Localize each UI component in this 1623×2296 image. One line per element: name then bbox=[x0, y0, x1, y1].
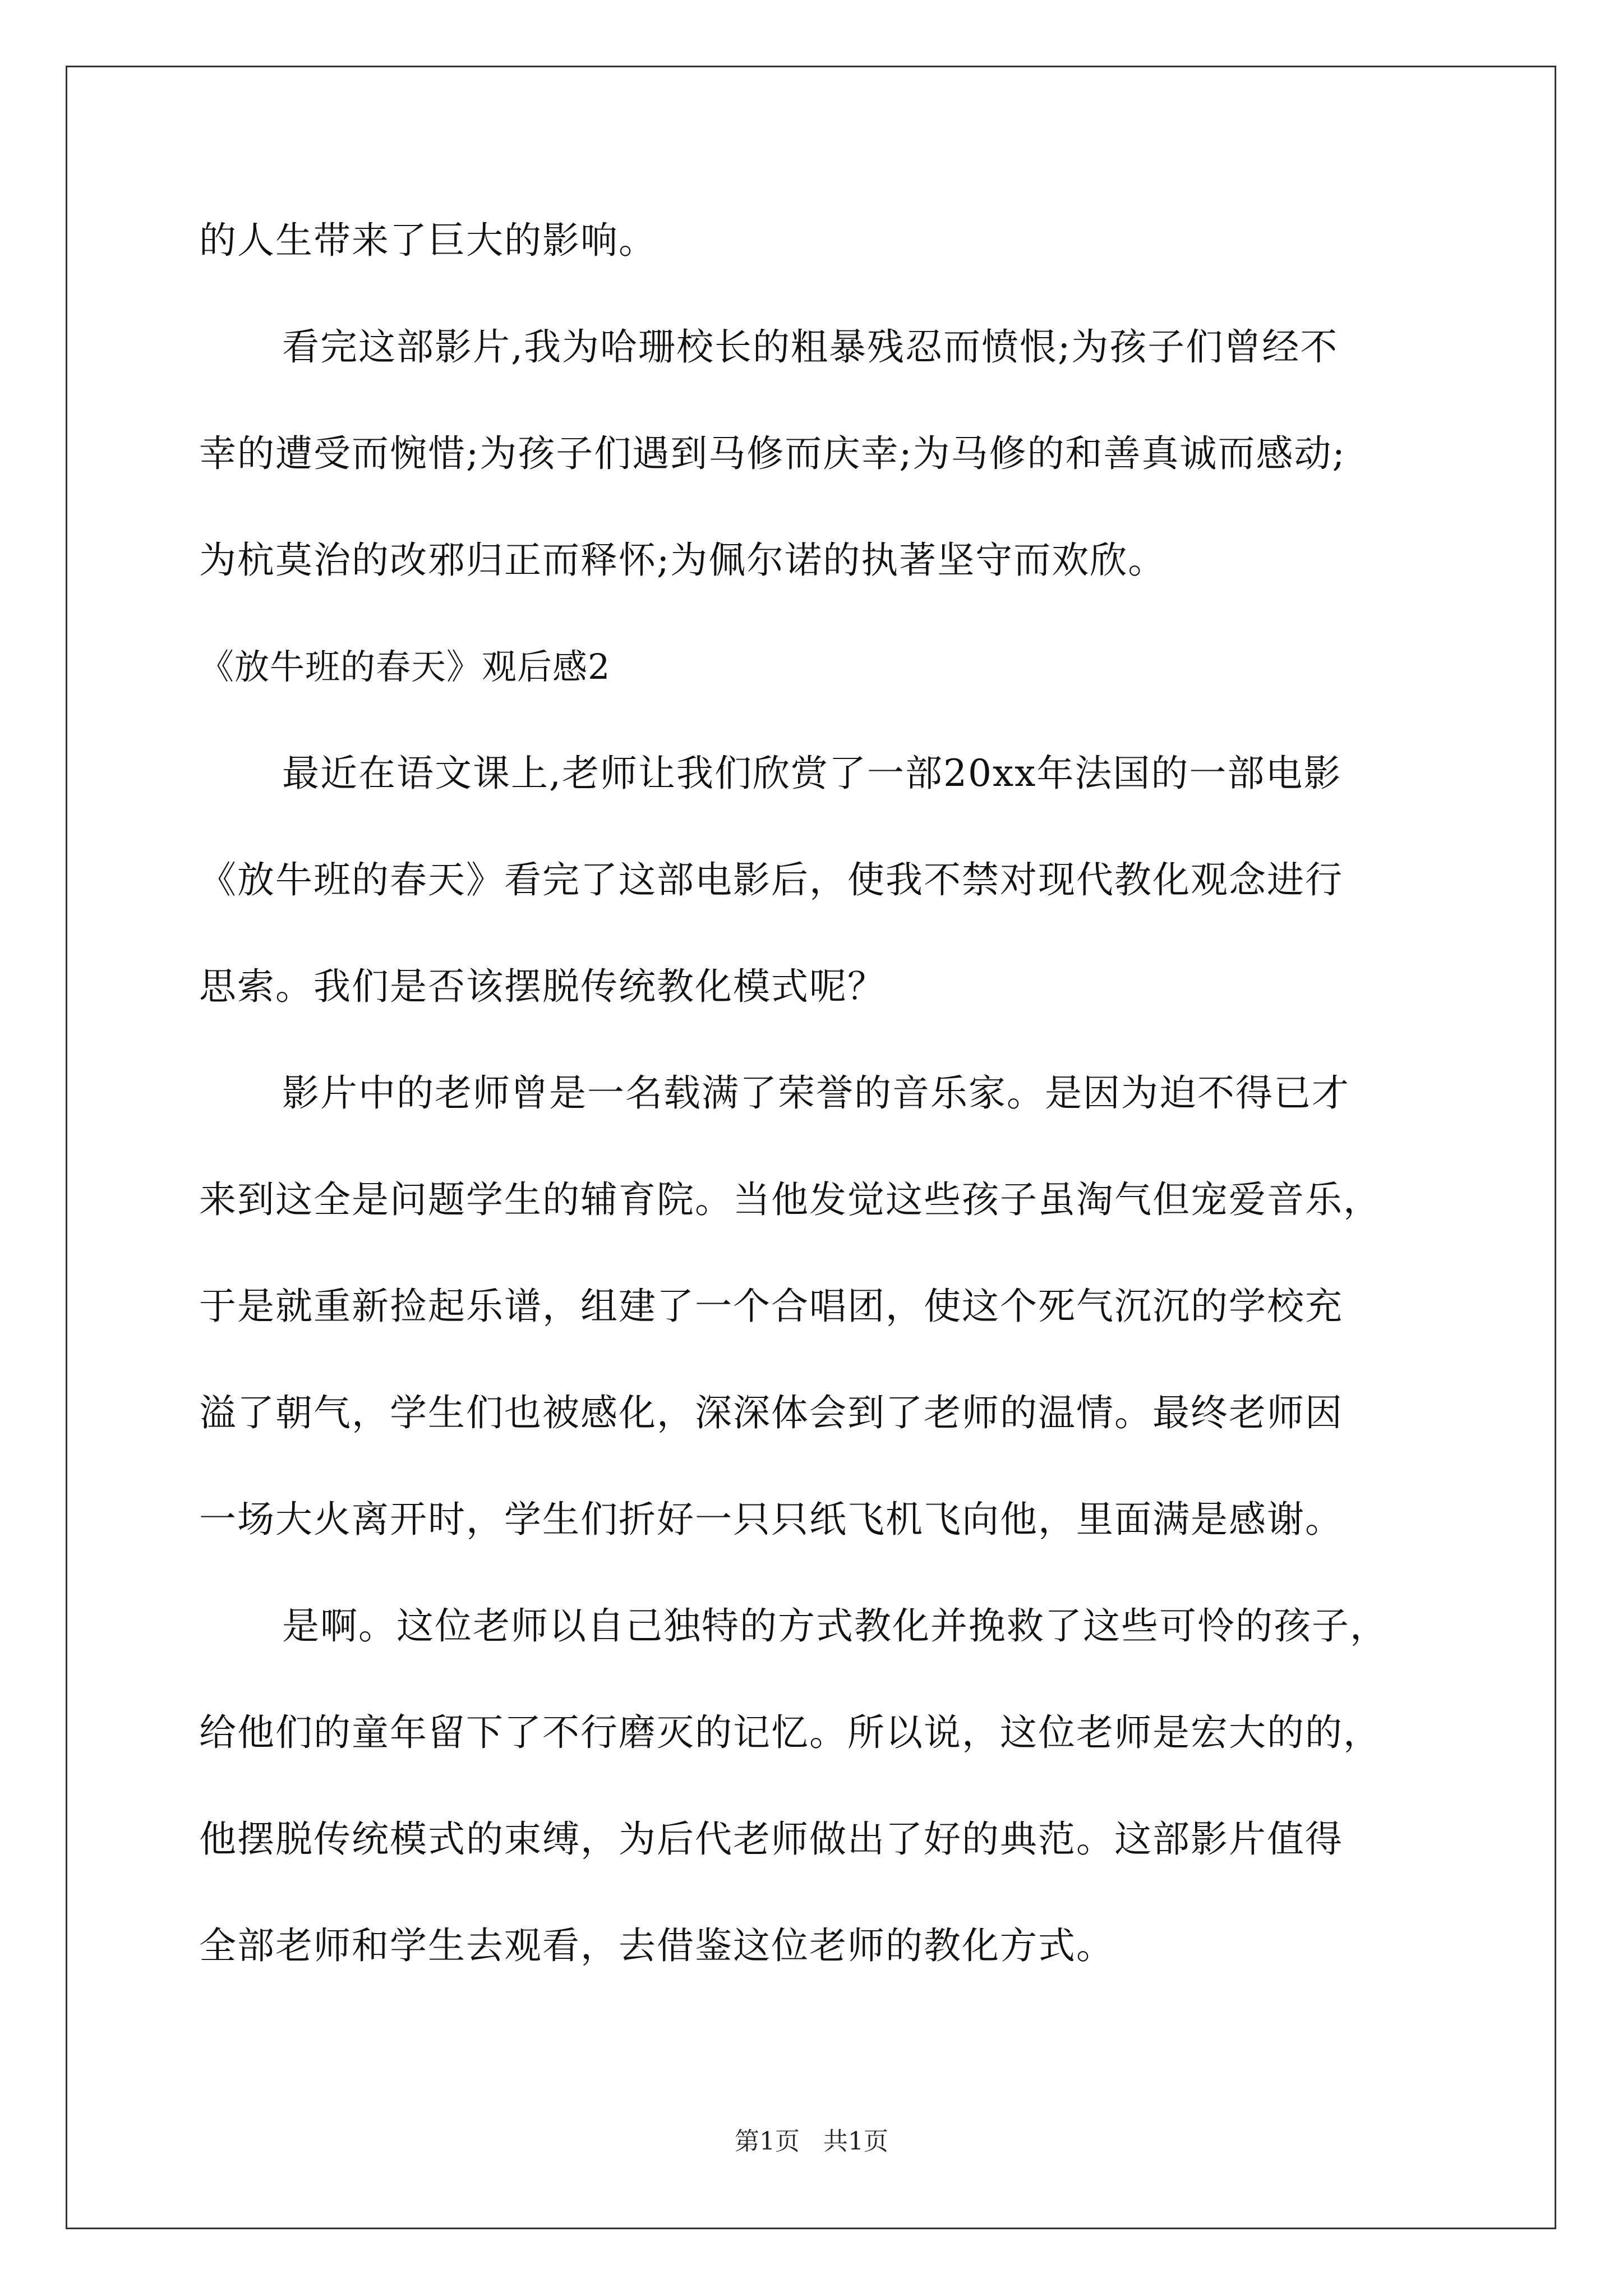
text-line: 于是就重新捡起乐谱，组建了一个合唱团，使这个死气沉沉的学校充 bbox=[199, 1285, 1343, 1328]
text-line: 幸的遭受而惋惜;为孩子们遇到马修而庆幸;为马修的和善真诚而感动; bbox=[199, 432, 1346, 475]
page-number-current: 第1页 bbox=[735, 2127, 800, 2156]
section-heading: 《放牛班的春天》观后感2 bbox=[199, 646, 611, 687]
page-footer bbox=[0, 2127, 1623, 2156]
text-line: 影片中的老师曾是一名载满了荣誉的音乐家。是因为迫不得已才 bbox=[282, 1071, 1350, 1115]
text-line: 他摆脱传统模式的束缚，为后代老师做出了好的典范。这部影片值得 bbox=[199, 1818, 1343, 1861]
text-line: 来到这全是问题学生的辅育院。当他发觉这些孩子虽淘气但宠爱音乐， bbox=[199, 1178, 1381, 1221]
page-number-total: 共1页 bbox=[823, 2127, 888, 2156]
text-line: 是啊。这位老师以自己独特的方式教化并挽救了这些可怜的孩子， bbox=[282, 1604, 1388, 1648]
document-body bbox=[199, 219, 1433, 2031]
text-line: 《放牛班的春天》看完了这部电影后，使我不禁对现代教化观念进行 bbox=[199, 858, 1343, 901]
text-line: 一场大火离开时，学生们折好一只只纸飞机飞向他，里面满是感谢。 bbox=[199, 1498, 1343, 1541]
text-line: 全部老师和学生去观看，去借鉴这位老师的教化方式。 bbox=[199, 1924, 1114, 1967]
text-line: 的人生带来了巨大的影响。 bbox=[199, 219, 657, 262]
text-line: 给他们的童年留下了不行磨灭的记忆。所以说，这位老师是宏大的的， bbox=[199, 1711, 1381, 1754]
text-line: 思索。我们是否该摆脱传统教化模式呢？ bbox=[199, 965, 886, 1008]
text-line: 最近在语文课上,老师让我们欣赏了一部20xx年法国的一部电影 bbox=[282, 752, 1342, 795]
text-line: 溢了朝气，学生们也被感化，深深体会到了老师的温情。最终老师因 bbox=[199, 1391, 1343, 1434]
text-line: 为杭莫治的改邪归正而释怀;为佩尔诺的执著坚守而欢欣。 bbox=[199, 539, 1166, 582]
text-line: 看完这部影片,我为哈珊校长的粗暴残忍而愤恨;为孩子们曾经不 bbox=[282, 325, 1339, 369]
